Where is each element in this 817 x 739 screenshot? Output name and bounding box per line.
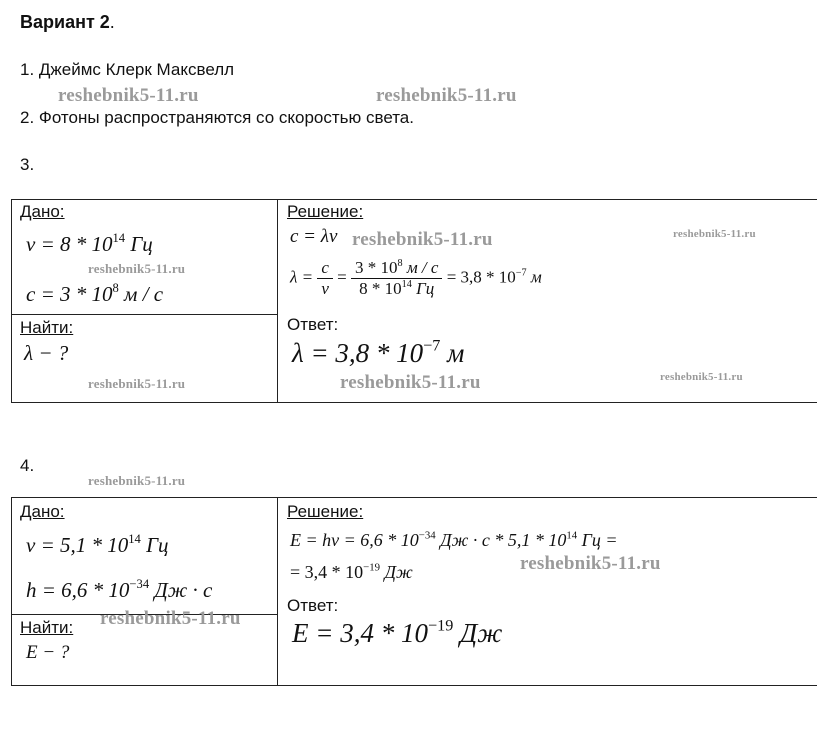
task3-given-frequency xyxy=(26,232,153,257)
task3-solution-label: Решение: xyxy=(287,202,364,221)
task4-given-planck-unit: Дж · с xyxy=(154,578,213,602)
task4-line-2-value: = 3,4 * 10 xyxy=(290,562,364,582)
task3-given-speed-value: c = 3 * 10 xyxy=(26,282,113,306)
task4-solution-label: Решение: xyxy=(287,502,364,521)
watermark: reshebnik5-11.ru xyxy=(376,85,517,106)
task3-given-speed xyxy=(26,282,163,307)
task4-line-1-exp-1: −34 xyxy=(418,529,436,542)
watermark: reshebnik5-11.ru xyxy=(340,372,481,393)
task4-given-frequency xyxy=(26,533,169,558)
task4-line-1-part-c: Гц = xyxy=(577,530,618,550)
task3-fraction-2-num-value: 3 * 10 xyxy=(354,258,398,277)
task4-given-frequency-unit: Гц xyxy=(146,533,169,557)
task3-given-frequency-value: ν = 8 * 10 xyxy=(26,232,113,256)
task4-given-frequency-exp: 14 xyxy=(128,532,141,547)
task3-given-speed-exp: 8 xyxy=(112,281,119,296)
task4-given-planck-exp: −34 xyxy=(129,577,150,592)
task3-answer-exp: −7 xyxy=(423,336,441,355)
watermark: reshebnik5-11.ru xyxy=(88,376,186,391)
watermark: reshebnik5-11.ru xyxy=(88,473,186,488)
task3-fraction-2-den-unit: Гц xyxy=(411,279,435,298)
variant-heading xyxy=(20,12,115,33)
task3-formula-2-result-unit: м xyxy=(526,267,542,287)
task4-given-label: Дано: xyxy=(20,502,65,521)
heading-text: Вариант 2 xyxy=(20,12,110,32)
task3-formula-1 xyxy=(290,226,337,248)
task3-formula-2-result-exp: −7 xyxy=(515,267,527,279)
task3-fraction-2-denominator xyxy=(351,279,442,299)
task4-given-planck-value: h = 6,6 * 10 xyxy=(26,578,130,602)
task3-row-divider xyxy=(11,314,277,315)
task4-given-frequency-value: ν = 5,1 * 10 xyxy=(26,533,129,557)
task3-given-label: Дано: xyxy=(20,202,65,221)
task3-given-frequency-unit: Гц xyxy=(130,232,153,256)
task3-given-frequency-exp: 14 xyxy=(112,231,126,246)
task4-answer xyxy=(292,618,502,649)
answer-4-number: 4. xyxy=(20,456,35,475)
task4-line-2-exp: −19 xyxy=(363,561,381,574)
watermark: reshebnik5-11.ru xyxy=(660,371,743,383)
task4-find xyxy=(26,642,69,664)
task3-answer-label: Ответ: xyxy=(287,315,339,334)
task4-line-2-unit: Дж xyxy=(380,562,413,582)
task4-answer-value: E = 3,4 * 10 xyxy=(292,618,428,648)
task4-answer-label: Ответ: xyxy=(287,596,339,615)
task3-fraction-2-numerator xyxy=(351,258,442,279)
task3-formula-2-result: = 3,8 * 10 xyxy=(446,267,516,287)
answer-3-number: 3. xyxy=(20,155,35,174)
watermark: reshebnik5-11.ru xyxy=(88,261,186,276)
task3-find xyxy=(24,341,68,366)
watermark: reshebnik5-11.ru xyxy=(352,229,493,250)
task3-fraction-2-den-exp: 14 xyxy=(401,278,412,290)
task3-formula-1-text: c = λν xyxy=(290,226,338,247)
task4-solution-line-2 xyxy=(290,562,413,583)
answer-1: 1. Джеймс Клерк Максвелл xyxy=(20,60,235,79)
task4-column-divider xyxy=(277,497,278,686)
task3-fraction-2-num-exp: 8 xyxy=(397,257,403,269)
task4-answer-unit: Дж xyxy=(453,618,503,648)
task3-find-label: Найти: xyxy=(20,318,74,337)
watermark: reshebnik5-11.ru xyxy=(100,608,241,629)
task3-answer-value: λ = 3,8 * 10 xyxy=(292,338,424,368)
task4-line-1-part-a: E = hν = 6,6 * 10 xyxy=(290,530,419,550)
task4-line-1-exp-2: 14 xyxy=(566,529,578,542)
task4-find-text: E − ? xyxy=(26,642,70,663)
task4-answer-exp: −19 xyxy=(427,616,454,635)
task3-formula-2-lhs: λ = xyxy=(290,267,314,287)
watermark: reshebnik5-11.ru xyxy=(58,85,199,106)
task3-fraction-1-numerator: c xyxy=(317,258,333,279)
task3-fraction-values xyxy=(351,258,442,299)
task3-find-text: λ − ? xyxy=(24,341,69,365)
heading-dot: . xyxy=(109,12,115,32)
task3-formula-2 xyxy=(290,258,542,299)
task3-fraction-2-den-value: 8 * 10 xyxy=(359,279,402,298)
task3-column-divider xyxy=(277,199,278,403)
watermark: reshebnik5-11.ru xyxy=(520,553,661,574)
task4-line-1-part-b: Дж · с * 5,1 * 10 xyxy=(435,530,567,550)
watermark: reshebnik5-11.ru xyxy=(673,228,756,240)
task3-fraction-2-num-unit: м / с xyxy=(402,258,439,277)
answer-2: 2. Фотоны распространяются со скоростью света. xyxy=(20,108,414,127)
task4-solution-line-1 xyxy=(290,530,618,551)
task3-answer xyxy=(292,338,464,369)
task3-fraction-c-over-nu xyxy=(317,258,333,299)
task4-given-planck xyxy=(26,578,212,603)
task3-formula-2-equals: = xyxy=(337,267,347,287)
task3-fraction-1-denominator: ν xyxy=(321,279,329,298)
task3-answer-unit: м xyxy=(440,338,465,368)
task4-find-label: Найти: xyxy=(20,618,74,637)
task3-given-speed-unit: м / с xyxy=(124,282,164,306)
